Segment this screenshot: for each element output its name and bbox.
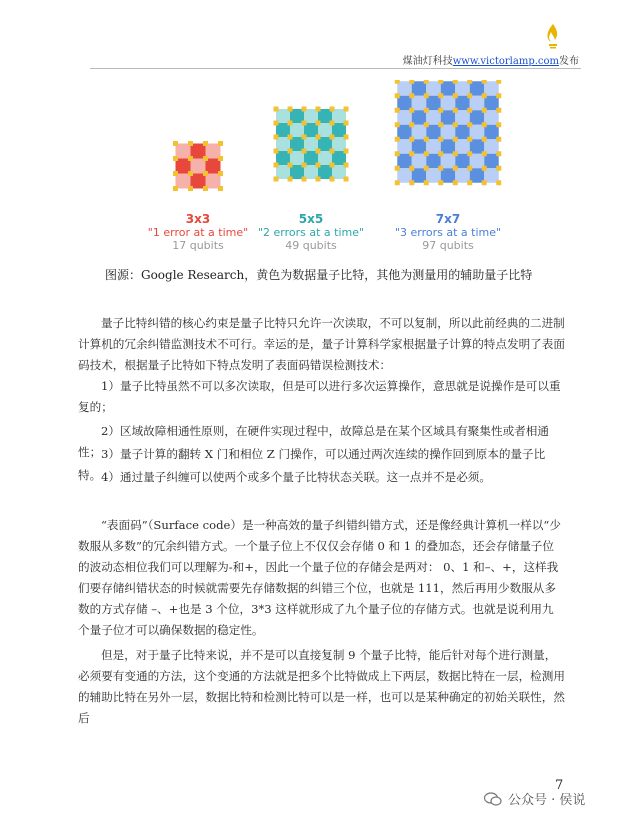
data-qubit xyxy=(218,156,223,161)
data-qubit xyxy=(482,93,487,98)
data-qubit xyxy=(453,80,458,84)
data-qubit xyxy=(482,80,487,84)
data-qubit xyxy=(438,137,443,142)
data-qubit xyxy=(288,107,293,112)
data-qubit xyxy=(424,151,429,156)
data-qubit xyxy=(316,163,321,168)
data-qubit xyxy=(453,166,458,171)
data-qubit xyxy=(188,171,193,176)
lattice-error-label: "1 error at a time" xyxy=(147,226,249,239)
data-qubit xyxy=(409,166,414,171)
data-qubit xyxy=(482,166,487,171)
data-qubit xyxy=(395,80,400,84)
data-qubit xyxy=(316,177,321,182)
data-qubit xyxy=(188,141,193,146)
data-qubit xyxy=(218,141,223,146)
data-qubit xyxy=(395,137,400,142)
data-qubit xyxy=(395,108,400,113)
data-qubit xyxy=(330,149,335,154)
data-qubit xyxy=(302,107,307,112)
data-qubit xyxy=(203,171,208,176)
data-qubit xyxy=(453,108,458,113)
lattice-caption-5x5 xyxy=(246,212,376,252)
data-qubit xyxy=(482,180,487,185)
data-qubit xyxy=(409,180,414,185)
data-qubit xyxy=(467,80,472,84)
data-qubit xyxy=(409,108,414,113)
data-qubit xyxy=(482,108,487,113)
data-qubit xyxy=(274,149,279,154)
data-qubit xyxy=(274,121,279,126)
data-qubit xyxy=(453,137,458,142)
data-qubit xyxy=(188,186,193,191)
data-qubit xyxy=(438,180,443,185)
data-qubit xyxy=(482,122,487,127)
data-qubit xyxy=(467,108,472,113)
data-qubit xyxy=(496,108,501,113)
data-qubit xyxy=(395,151,400,156)
data-qubit xyxy=(274,177,279,182)
data-qubit xyxy=(274,135,279,140)
data-qubit xyxy=(188,156,193,161)
data-qubit xyxy=(316,107,321,112)
lattice-caption-3x3 xyxy=(138,212,258,252)
data-qubit xyxy=(330,107,335,112)
data-qubit xyxy=(316,121,321,126)
data-qubit xyxy=(496,80,501,84)
data-qubit xyxy=(409,151,414,156)
list-item-2: 2）区域故障相通性原则，在硬件实现过程中，故障总是在某个区域具有聚集性或者相通性； xyxy=(78,424,549,459)
data-qubit xyxy=(344,163,349,168)
data-qubit xyxy=(467,151,472,156)
watermark xyxy=(484,789,585,808)
data-qubit xyxy=(274,163,279,168)
data-qubit xyxy=(302,149,307,154)
data-qubit xyxy=(424,108,429,113)
data-qubit xyxy=(330,121,335,126)
data-qubit xyxy=(316,135,321,140)
data-qubit xyxy=(467,166,472,171)
data-qubit xyxy=(453,93,458,98)
lattice-caption-7x7 xyxy=(378,212,518,252)
header-divider xyxy=(90,68,581,69)
data-qubit xyxy=(496,180,501,185)
data-qubit xyxy=(409,137,414,142)
data-qubit xyxy=(173,156,178,161)
data-qubit xyxy=(424,93,429,98)
data-qubit xyxy=(438,166,443,171)
lattice-5x5 xyxy=(274,107,349,182)
paragraph-continuation: 但是，对于量子比特来说，并不是可以直接复制 9 个量子比特，能后针对每个进行测量，必须要有变通的方法，这个变通的方法就是把多个比特做成上下两层，数据比特在一层，检测用的辅助比特在另外一层，数据比特和检测比特可以是一样，也可以是某种确定的初始关联性，然后 xyxy=(78,648,565,725)
data-qubit xyxy=(173,186,178,191)
data-qubit xyxy=(344,107,349,112)
data-qubit xyxy=(302,177,307,182)
data-qubit xyxy=(395,122,400,127)
data-qubit xyxy=(344,135,349,140)
lattice-qubits-label: 49 qubits xyxy=(285,239,337,252)
data-qubit xyxy=(453,151,458,156)
data-qubit xyxy=(302,121,307,126)
paragraph-surface-code: “表面码”（Surface code）是一种高效的量子纠错纠错方式，还是像经典计算机一样以“少数服从多数”的冗余纠错方式。一个量子位上不仅仅会存储 0 和 1 的叠加态，还会存储量子位的波动态相位我们可以理解为-和+，因此一个量子位的存储会是两对： 0、1 和–、+，这样我们要存储纠错状态的时候就需要先存储数据的纠错三个位，也就是 111，然后再用少数服从多数的方式存储 –、+也是 3 个位，3*3 这样就形成了九个量子位的存储方式。也就是说利用九个量子位才可以确保数据的稳定性。 xyxy=(78,518,561,637)
data-qubit xyxy=(496,93,501,98)
data-qubit xyxy=(274,107,279,112)
lattice-error-label: "2 errors at a time" xyxy=(257,226,365,239)
data-qubit xyxy=(467,137,472,142)
data-qubit xyxy=(344,149,349,154)
data-qubit xyxy=(467,93,472,98)
lamp-logo-icon xyxy=(543,22,563,50)
figure-source-caption: 图源：Google Research，黄色为数据量子比特，其他为测量用的辅助量子比特 xyxy=(105,268,533,282)
page-number: 7 xyxy=(555,778,564,793)
data-qubit xyxy=(409,80,414,84)
lattice-size-label: 5x5 xyxy=(298,212,324,226)
data-qubit xyxy=(496,122,501,127)
data-qubit xyxy=(288,121,293,126)
surface-code-figure xyxy=(0,80,637,258)
watermark-text: 公众号 · 侯说 xyxy=(508,793,586,808)
data-qubit xyxy=(438,151,443,156)
data-qubit xyxy=(288,163,293,168)
wechat-icon xyxy=(484,792,502,806)
data-qubit xyxy=(288,135,293,140)
data-qubit xyxy=(316,149,321,154)
lattice-7x7 xyxy=(395,80,502,185)
data-qubit xyxy=(302,135,307,140)
paragraph-intro: 量子比特纠错的核心约束是量子比特只允许一次读取，不可以复制，所以此前经典的二进制计算机的冗余纠错监测技术不可行。幸运的是，量子计算科学家根据量子计算的特点发明了表面码技术，根据量子比特如下特点发明了表面码错误检测技术： xyxy=(78,316,565,372)
data-qubit xyxy=(438,108,443,113)
data-qubit xyxy=(453,122,458,127)
page-header xyxy=(403,52,579,67)
list-item-4: 4）通过量子纠缠可以使两个或多个量子比特状态关联。这一点并不是必须。 xyxy=(101,470,491,484)
lattice-qubits-label: 97 qubits xyxy=(422,239,474,252)
data-qubit xyxy=(203,141,208,146)
data-qubit xyxy=(409,122,414,127)
publisher-link[interactable]: www.victorlamp.com xyxy=(452,56,559,67)
data-qubit xyxy=(344,177,349,182)
data-qubit xyxy=(438,80,443,84)
data-qubit xyxy=(395,166,400,171)
data-qubit xyxy=(302,163,307,168)
data-qubit xyxy=(330,177,335,182)
data-qubit xyxy=(330,163,335,168)
data-qubit xyxy=(482,151,487,156)
lattice-size-label: 3x3 xyxy=(185,212,211,226)
data-qubit xyxy=(438,122,443,127)
data-qubit xyxy=(467,122,472,127)
data-qubit xyxy=(330,135,335,140)
data-qubit xyxy=(453,180,458,185)
data-qubit xyxy=(424,137,429,142)
data-qubit xyxy=(424,80,429,84)
data-qubit xyxy=(438,93,443,98)
data-qubit xyxy=(496,166,501,171)
data-qubit xyxy=(424,180,429,185)
data-qubit xyxy=(344,121,349,126)
data-qubit xyxy=(288,149,293,154)
lattice-error-label: "3 errors at a time" xyxy=(394,226,502,239)
publisher-suffix: 发布 xyxy=(559,56,579,67)
data-qubit xyxy=(203,186,208,191)
lattice-qubits-label: 17 qubits xyxy=(172,239,224,252)
list-item-1: 1）量子比特虽然不可以多次读取，但是可以进行多次运算操作，意思就是说操作是可以重复的； xyxy=(78,379,561,414)
data-qubit xyxy=(203,156,208,161)
data-qubit xyxy=(424,166,429,171)
publisher-name: 煤油灯科技 xyxy=(402,56,453,67)
list-item-3: 3）量子计算的翻转 X 门和相位 Z 门操作，可以通过两次连续的操作回到原本的量子比特。 xyxy=(78,447,546,482)
lattice-3x3 xyxy=(173,141,223,191)
data-qubit xyxy=(173,171,178,176)
data-qubit xyxy=(395,180,400,185)
data-qubit xyxy=(218,186,223,191)
data-qubit xyxy=(173,141,178,146)
data-qubit xyxy=(409,93,414,98)
data-qubit xyxy=(218,171,223,176)
data-qubit xyxy=(496,137,501,142)
data-qubit xyxy=(482,137,487,142)
data-qubit xyxy=(288,177,293,182)
lattice-size-label: 7x7 xyxy=(435,212,461,226)
data-qubit xyxy=(496,151,501,156)
data-qubit xyxy=(467,180,472,185)
data-qubit xyxy=(395,93,400,98)
data-qubit xyxy=(424,122,429,127)
